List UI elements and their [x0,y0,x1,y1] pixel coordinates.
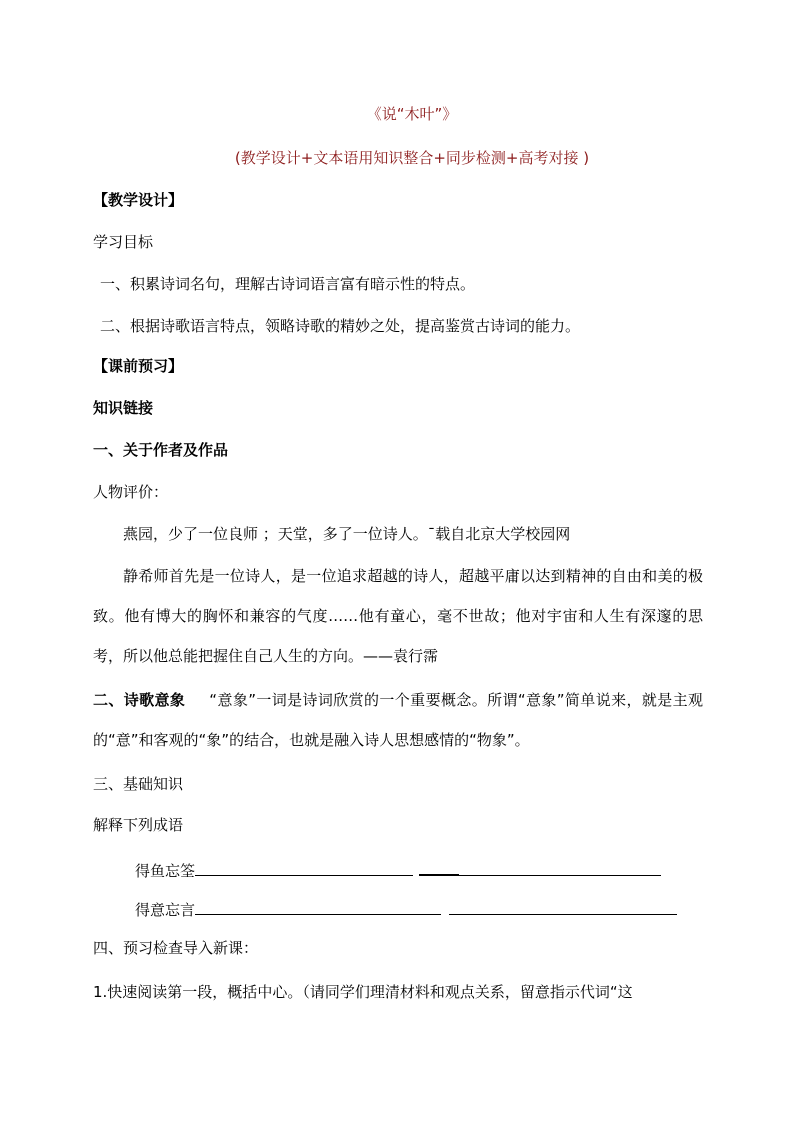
answer-blank[interactable] [459,859,473,876]
quote-beijing-university: 燕园，少了一位良师 ；天堂，多了一位诗人。¯载自北京大学校园网 [123,525,571,543]
question-1: 1.快速阅读第一段，概括中心。（请同学们理清材料和观点关系，留意指示代词“这 [93,983,633,1001]
idiom-2: 得意忘言 [135,901,196,919]
objective-2: 二、根据诗歌语言特点，领略诗歌的精妙之处，提高鉴赏古诗词的能力。 [100,317,581,335]
answer-blank[interactable] [419,858,459,876]
document-subtitle: (教学设计+文本语用知识整合+同步检测+高考对接 ) [234,149,590,167]
answer-blank[interactable] [561,859,631,876]
answer-blank[interactable] [631,859,661,876]
answer-blank[interactable] [473,859,561,876]
idiom-row-2 [135,898,677,920]
quote-yuan-xingpei: 静希师首先是一位诗人，是一位追求超越的诗人，超越平庸以达到精神的自由和美的极致。他有博大的胸怀和兼容的气度……他有童心，毫不世故；他对宇宙和人生有深邃的思考，所以他总能把握住自己人生的方向。——袁行霈 [93,567,703,665]
objectives-label: 学习目标 [93,233,154,251]
explain-idioms-label: 解释下列成语 [93,816,184,834]
answer-blank[interactable] [195,859,413,876]
knowledge-link-heading: 知识链接 [93,399,154,417]
answer-blank[interactable] [195,898,441,915]
section-preview: 【课前预习】 [93,357,184,375]
imagery-heading: 二、诗歌意象 [93,691,186,709]
section-teaching-design: 【教学设计】 [93,191,184,209]
idiom-row-1 [135,858,661,881]
preview-check-heading: 四、预习检查导入新课： [93,939,259,957]
objective-1: 一、积累诗词名句，理解古诗词语言富有暗示性的特点。 [100,275,476,293]
about-author-heading: 一、关于作者及作品 [93,441,229,459]
imagery-paragraph [93,680,703,760]
imagery-text: “意象”一词是诗词欣赏的一个重要概念。所谓“意象”简单说来，就是主观的“意”和客观的“象”的结合，也就是融入诗人思想感情的“物象”。 [93,691,703,749]
answer-blank[interactable] [449,898,677,915]
evaluation-label: 人物评价： [93,483,169,501]
document-title: 《说“木叶”》 [366,105,458,123]
idiom-1: 得鱼忘筌 [135,862,196,880]
basics-heading: 三、基础知识 [93,775,184,793]
